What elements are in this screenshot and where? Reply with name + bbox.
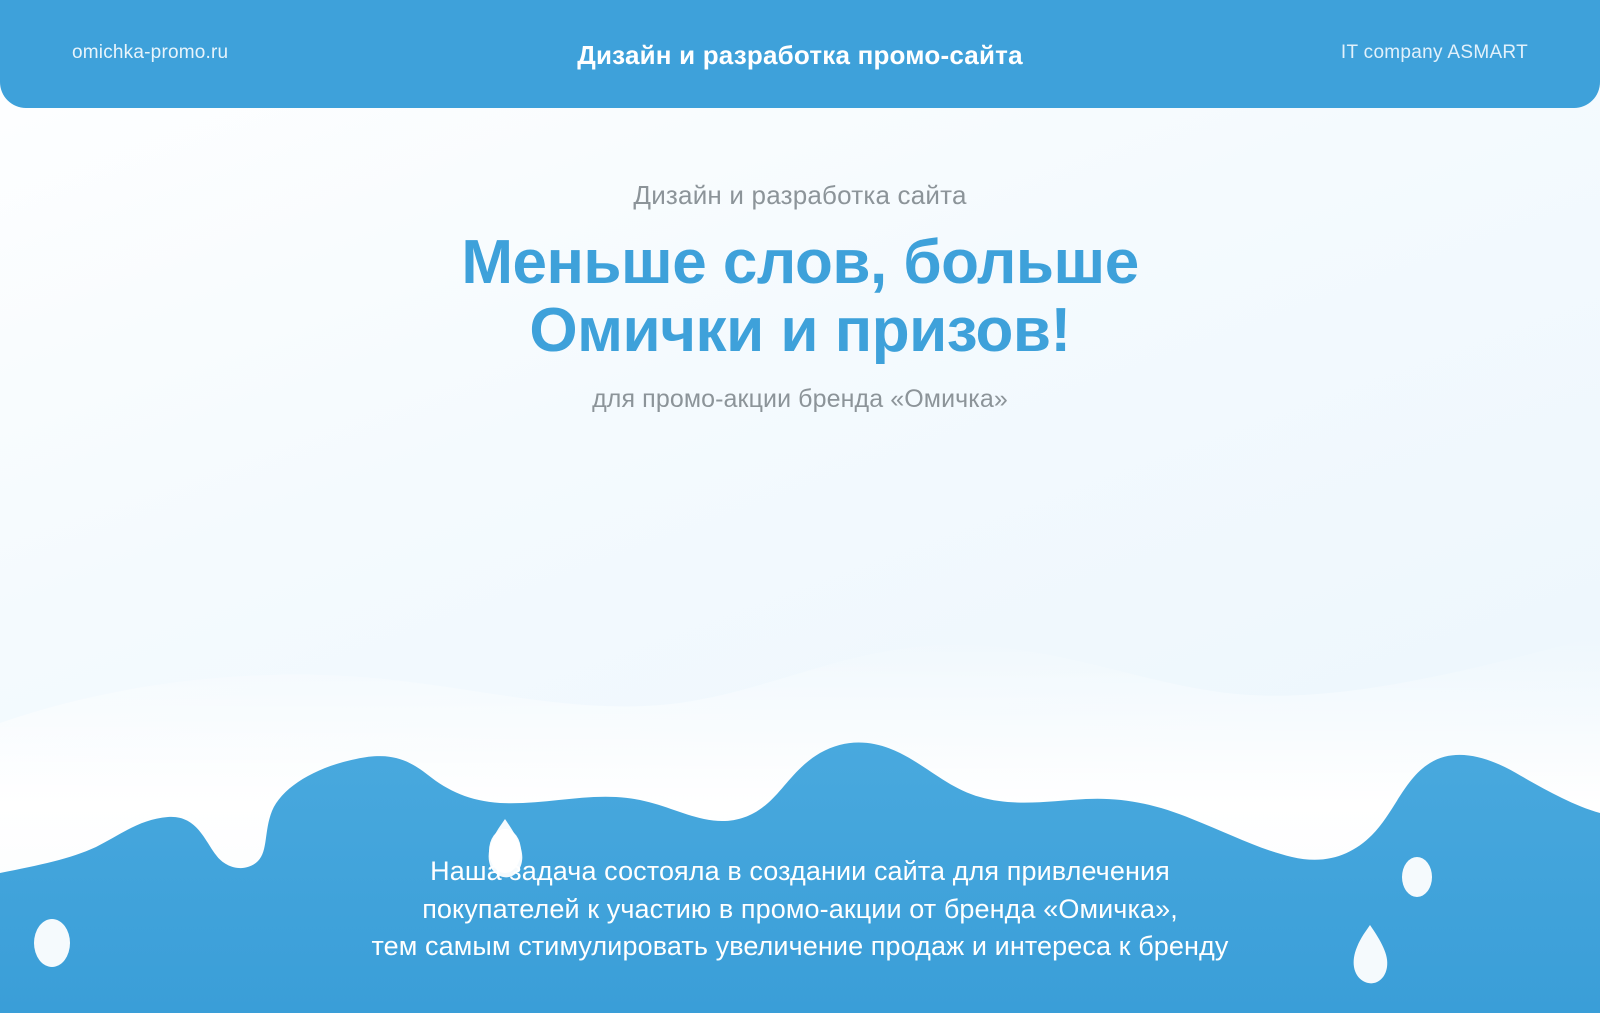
header-bar (0, 0, 1600, 108)
description-block (0, 853, 1600, 965)
hero-title-line-1: Меньше слов, больше (461, 228, 1139, 297)
hero-block (0, 180, 1600, 414)
site-url-label: omichka-promo.ru (72, 42, 229, 63)
description-line-3: тем самым стимулировать увеличение продаж и интереса к бренду (371, 930, 1229, 961)
hero-title-line-2: Омички и призов! (529, 296, 1071, 366)
hero-eyebrow: Дизайн и разработка сайта (633, 180, 967, 210)
hero-subtitle: для промо-акции бренда «Омичка» (592, 385, 1008, 414)
page-title: Дизайн и разработка промо-сайта (577, 40, 1023, 70)
company-label: IT company ASMART (1340, 42, 1528, 63)
hero-title (0, 229, 1600, 365)
description-line-1: Наша задача состояла в создании сайта для привлечения (430, 856, 1170, 887)
description-line-2: покупателей к участию в промо-акции от бренда «Омичка», (422, 893, 1178, 924)
